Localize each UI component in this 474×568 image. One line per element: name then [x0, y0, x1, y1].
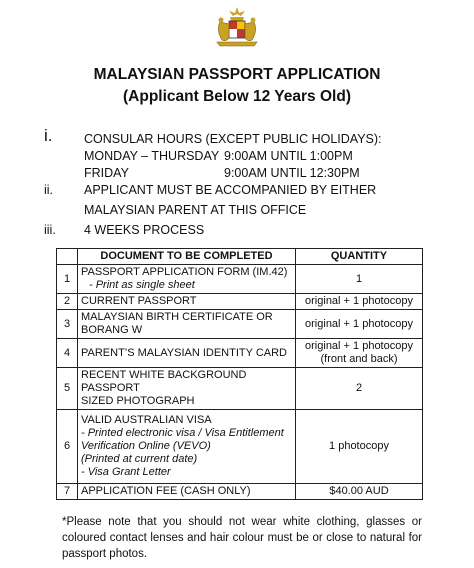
documents-table: [56, 248, 423, 500]
malaysia-coat-of-arms-icon: [212, 6, 262, 50]
row-number: 3: [57, 310, 78, 339]
row-quantity: 2: [296, 368, 423, 410]
row-document: CURRENT PASSPORT: [78, 294, 296, 310]
document-name-cont: SIZED PHOTOGRAPH: [81, 395, 195, 407]
info-text: 4 WEEKS PROCESS: [84, 223, 205, 237]
row-number: 4: [57, 339, 78, 368]
hours-days: FRIDAY: [84, 166, 129, 180]
row-number: 1: [57, 265, 78, 294]
quantity-note: (front and back): [320, 353, 398, 365]
row-document: [78, 265, 296, 294]
quantity-value: original + 1 photocopy: [305, 340, 413, 352]
document-note: (Printed at current date): [81, 453, 198, 465]
row-number: 7: [57, 484, 78, 500]
document-name: MALAYSIAN BIRTH CERTIFICATE OR: [81, 311, 273, 323]
table-row: [57, 265, 423, 294]
hours-time: 9:00AM UNTIL 1:00PM: [224, 149, 353, 163]
info-text: CONSULAR HOURS (EXCEPT PUBLIC HOLIDAYS):: [84, 132, 382, 146]
page-title: MALAYSIAN PASSPORT APPLICATION: [93, 66, 381, 83]
document-note: - Visa Grant Letter: [81, 466, 171, 478]
document-name: RECENT WHITE BACKGROUND PASSPORT: [81, 369, 247, 394]
list-marker: ii.: [44, 183, 54, 197]
row-number: 2: [57, 294, 78, 310]
table-row: [57, 410, 423, 484]
list-marker: i.: [44, 126, 53, 145]
info-text: MALAYSIAN PARENT AT THIS OFFICE: [84, 203, 307, 217]
document-name-cont: BORANG W: [81, 324, 143, 336]
hours-time: 9:00AM UNTIL 12:30PM: [224, 166, 360, 180]
document-note: - Print as single sheet: [89, 279, 195, 291]
row-quantity: [296, 339, 423, 368]
row-quantity: original + 1 photocopy: [296, 294, 423, 310]
row-document: [78, 410, 296, 484]
list-marker: iii.: [44, 223, 56, 237]
table-row: [57, 484, 423, 500]
document-name: PASSPORT APPLICATION FORM (IM.42): [81, 266, 288, 278]
row-document: PARENT’S MALAYSIAN IDENTITY CARD: [78, 339, 296, 368]
header-no: [57, 249, 78, 265]
document-note: Verification Online (VEVO): [81, 440, 211, 452]
row-document: [78, 310, 296, 339]
footnote: *Please note that you should not wear white clothing, glasses or coloured contact lenses and hair colour must be or close to natural for passport photos.: [62, 516, 422, 560]
row-quantity: $40.00 AUD: [296, 484, 423, 500]
table-row: [57, 368, 423, 410]
row-number: 6: [57, 410, 78, 484]
table-row: [57, 294, 423, 310]
row-quantity: 1 photocopy: [296, 410, 423, 484]
row-quantity: 1: [296, 265, 423, 294]
table-header-row: [57, 249, 423, 265]
header-document: DOCUMENT TO BE COMPLETED: [78, 249, 296, 265]
row-number: 5: [57, 368, 78, 410]
header-quantity: QUANTITY: [296, 249, 423, 265]
table-row: [57, 310, 423, 339]
hours-days: MONDAY – THURSDAY: [84, 149, 220, 163]
table-row: [57, 339, 423, 368]
row-document: [78, 368, 296, 410]
row-document: APPLICATION FEE (CASH ONLY): [78, 484, 296, 500]
page-subtitle: (Applicant Below 12 Years Old): [123, 88, 351, 105]
row-quantity: original + 1 photocopy: [296, 310, 423, 339]
document-name: VALID AUSTRALIAN VISA: [81, 414, 212, 426]
document-note: - Printed electronic visa / Visa Entitlement: [81, 427, 284, 439]
info-text: APPLICANT MUST BE ACCOMPANIED BY EITHER: [84, 183, 377, 197]
